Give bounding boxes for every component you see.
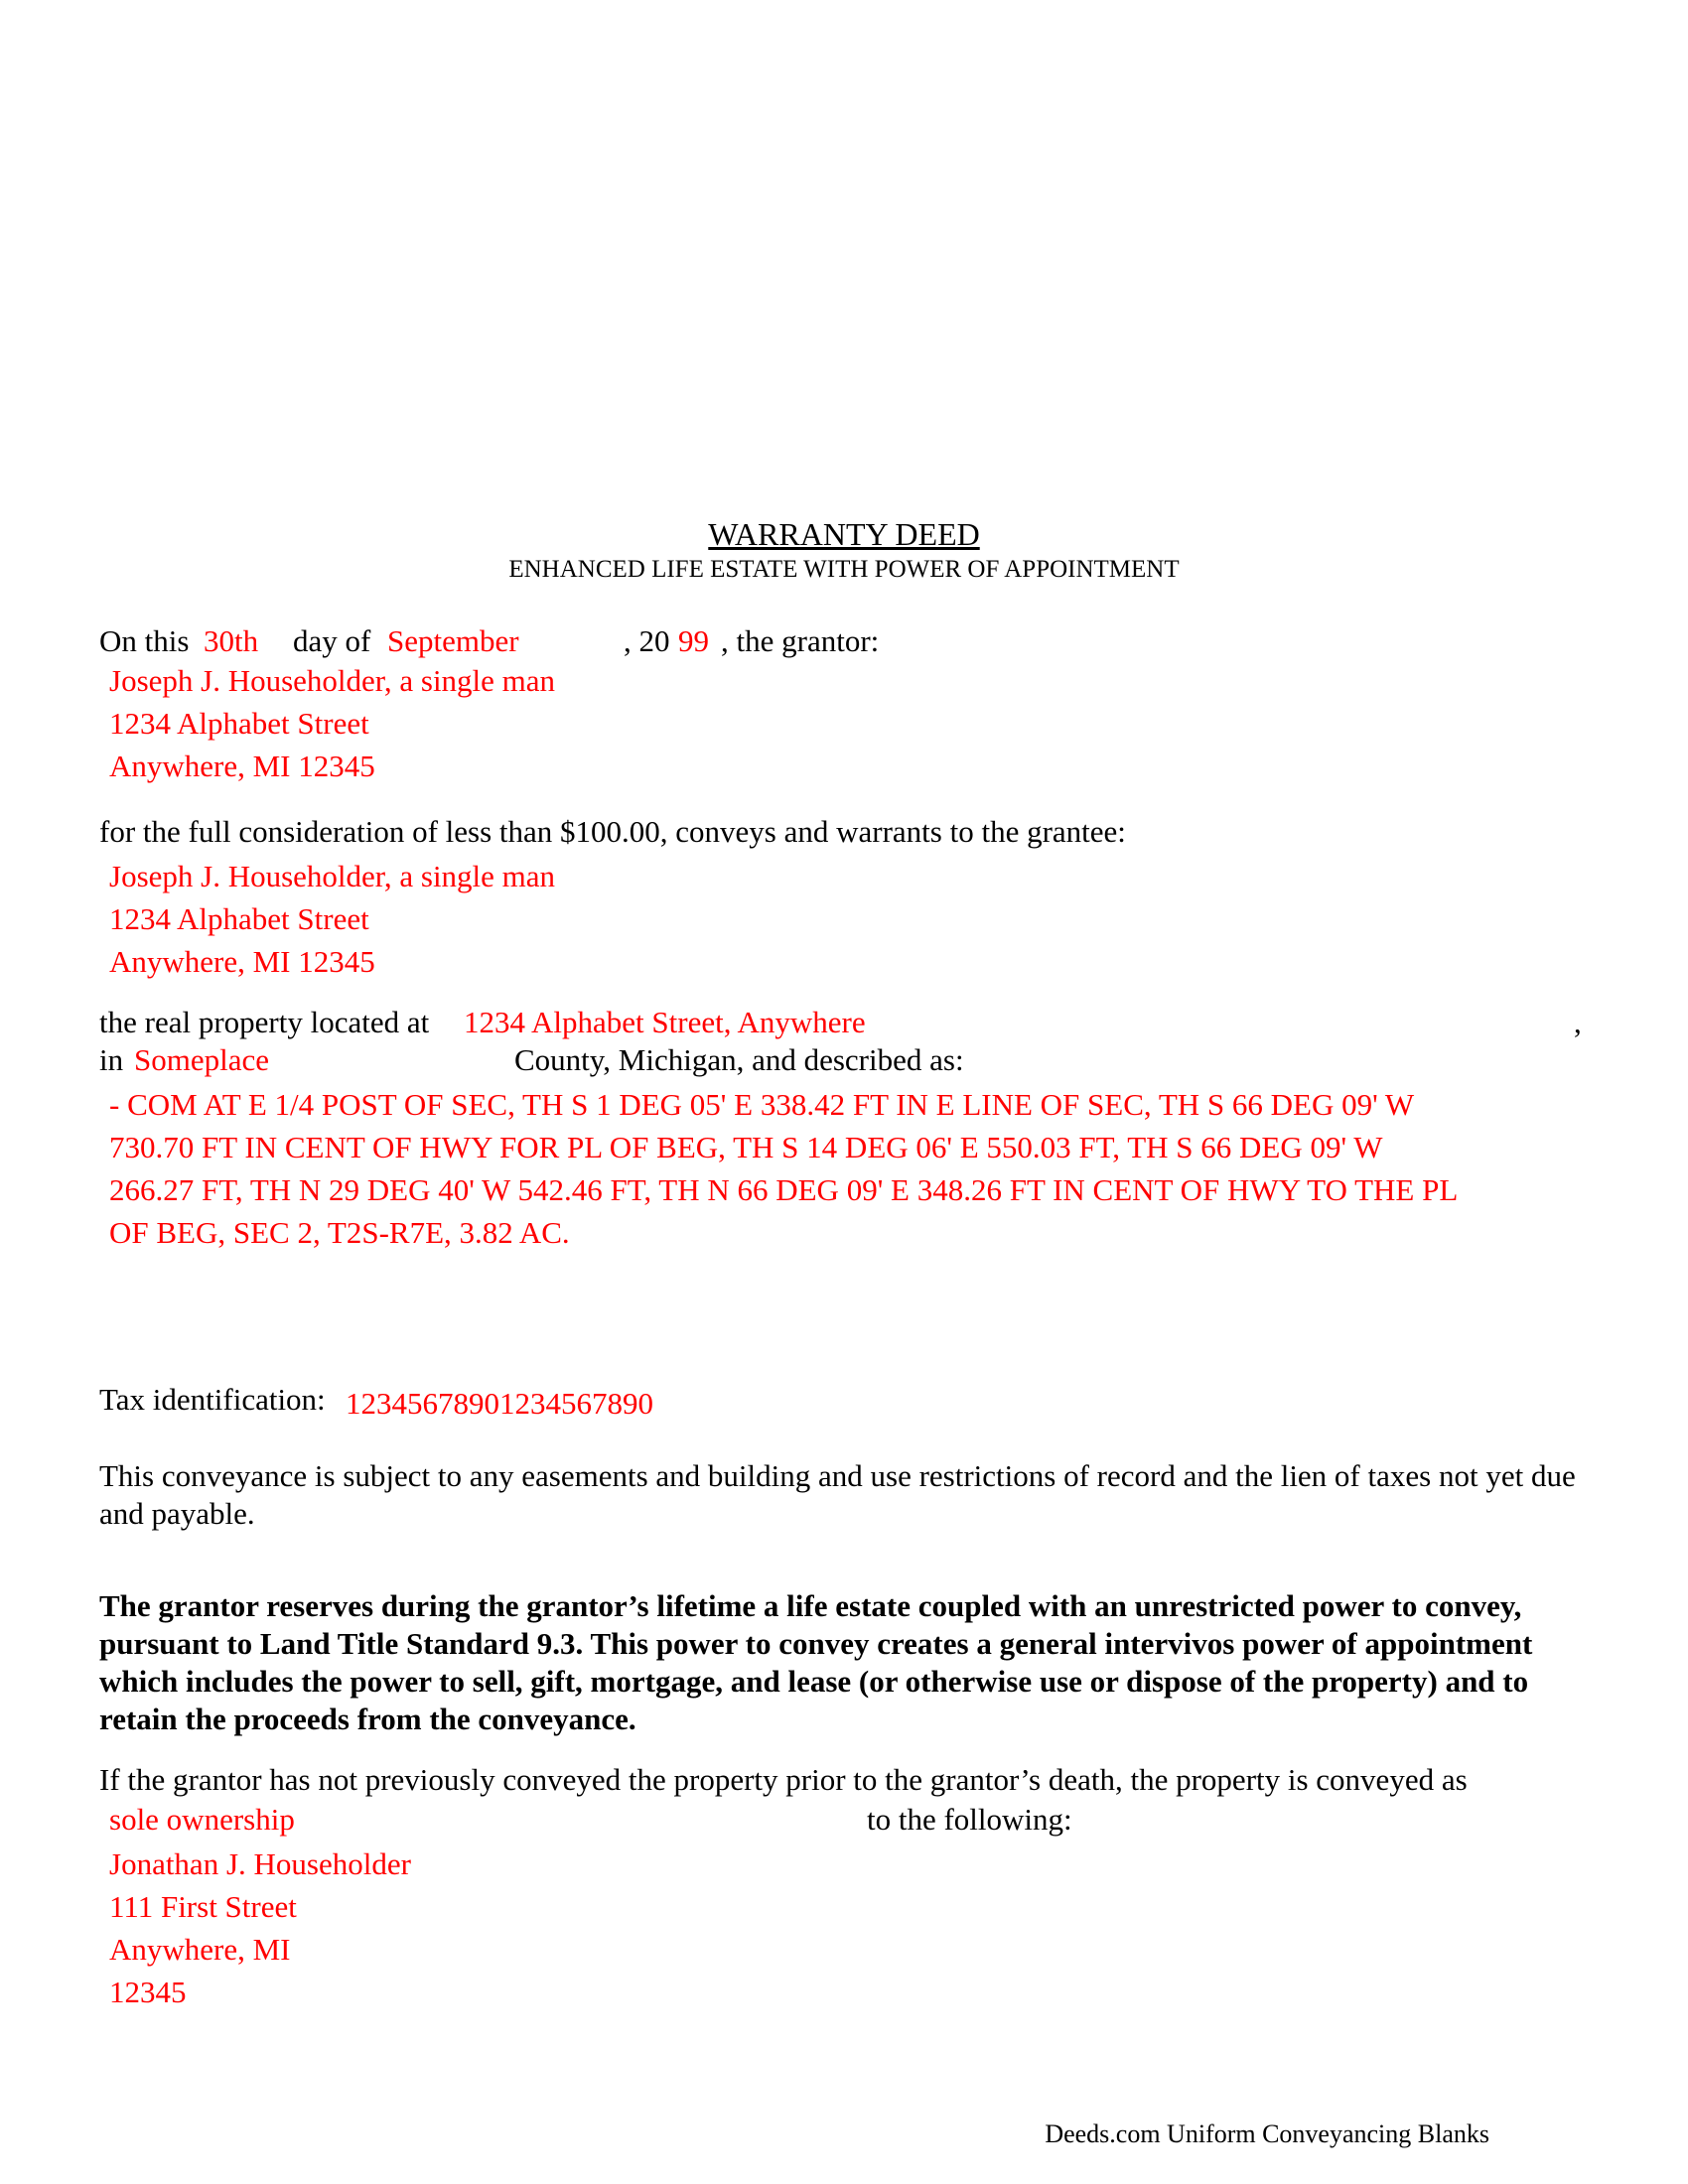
county-in-label: in bbox=[99, 1042, 124, 1077]
property-trailing-comma: , bbox=[1574, 1005, 1582, 1039]
legal-description-line[interactable]: 266.27 FT, TH N 29 DEG 40' W 542.46 FT, TH N 66 DEG 09' E 348.26 FT IN CENT OF HWY TO THE PL bbox=[109, 1172, 1459, 1207]
grantor-city[interactable]: Anywhere, MI 12345 bbox=[109, 749, 375, 783]
day-field[interactable]: 30th bbox=[204, 623, 259, 658]
footer-text: Deeds.com Uniform Conveyancing Blanks bbox=[1045, 2119, 1489, 2148]
beneficiary-zip[interactable]: 12345 bbox=[109, 1975, 187, 2009]
grantee-city[interactable]: Anywhere, MI 12345 bbox=[109, 944, 375, 979]
consideration-text: for the full consideration of less than $100.00, conveys and warrants to the grantee: bbox=[99, 814, 1126, 849]
death-clause-suffix: to the following: bbox=[867, 1802, 1072, 1837]
reservation-paragraph: The grantor reserves during the grantor’s lifetime a life estate coupled with an unrestricted power to convey, pursuant to Land Title Standard 9.3. This power to convey creates a general intervivos power of appointment which includes the power to sell, gift, mortgage, and lease (or otherwise use or dispose of the property) and to retain the proceeds from the conveyance. bbox=[99, 1588, 1533, 1736]
county-suffix: County, Michigan, and described as: bbox=[514, 1042, 964, 1077]
beneficiary-name[interactable]: Jonathan J. Householder bbox=[109, 1846, 411, 1881]
subject-paragraph: This conveyance is subject to any easements and building and use restrictions of record and the lien of taxes not yet due and payable. bbox=[99, 1458, 1576, 1531]
grantor-name[interactable]: Joseph J. Householder, a single man bbox=[109, 663, 556, 698]
date-prefix: On this bbox=[99, 623, 190, 658]
county-field[interactable]: Someplace bbox=[134, 1042, 270, 1077]
grantee-street[interactable]: 1234 Alphabet Street bbox=[109, 901, 369, 936]
beneficiary-city[interactable]: Anywhere, MI bbox=[109, 1932, 291, 1967]
legal-description-line[interactable]: 730.70 FT IN CENT OF HWY FOR PL OF BEG, TH S 14 DEG 06' E 550.03 FT, TH S 66 DEG 09' W bbox=[109, 1130, 1383, 1164]
legal-description-line[interactable]: OF BEG, SEC 2, T2S-R7E, 3.82 AC. bbox=[109, 1215, 570, 1250]
beneficiary-street[interactable]: 111 First Street bbox=[109, 1889, 297, 1924]
day-of-label: day of bbox=[293, 623, 371, 658]
document-title: WARRANTY DEED bbox=[708, 516, 980, 552]
tax-id-label: Tax identification: bbox=[99, 1382, 326, 1417]
document-subtitle: ENHANCED LIFE ESTATE WITH POWER OF APPOINTMENT bbox=[508, 556, 1180, 583]
death-clause-text: If the grantor has not previously conveyed the property prior to the grantor’s death, the property is conveyed as bbox=[99, 1762, 1468, 1797]
year-field[interactable]: 99 bbox=[678, 623, 709, 658]
property-address-field[interactable]: 1234 Alphabet Street, Anywhere bbox=[464, 1005, 866, 1039]
ownership-field[interactable]: sole ownership bbox=[109, 1802, 295, 1837]
property-located-label: the real property located at bbox=[99, 1005, 430, 1039]
tax-id-field[interactable]: 12345678901234567890 bbox=[346, 1386, 653, 1421]
grantor-street[interactable]: 1234 Alphabet Street bbox=[109, 706, 369, 741]
year-prefix: , 20 bbox=[624, 623, 670, 658]
grantee-name[interactable]: Joseph J. Householder, a single man bbox=[109, 859, 556, 893]
grantor-label: , the grantor: bbox=[721, 623, 880, 658]
month-field[interactable]: September bbox=[387, 623, 519, 658]
legal-description-line[interactable]: - COM AT E 1/4 POST OF SEC, TH S 1 DEG 05' E 338.42 FT IN E LINE OF SEC, TH S 66 DEG 09' W bbox=[109, 1087, 1415, 1122]
